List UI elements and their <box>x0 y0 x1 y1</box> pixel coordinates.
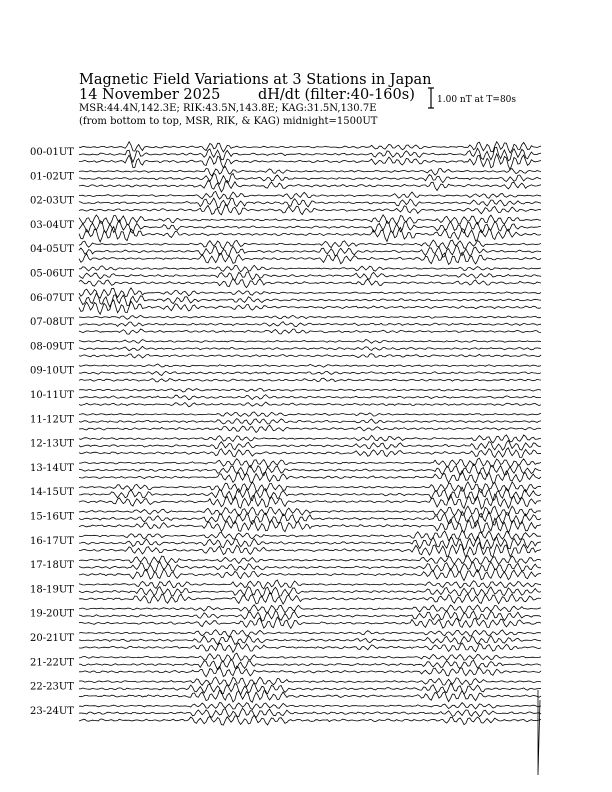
trace-kag <box>79 288 541 298</box>
trace-msr <box>79 666 541 677</box>
trace-rik <box>79 220 541 233</box>
station-coordinates: MSR:44.4N,142.3E; RIK:43.5N,143.8E; KAG:31.5N,130.7E <box>79 103 377 114</box>
hour-label: 17-18UT <box>30 560 74 572</box>
trace-msr <box>79 181 541 192</box>
hour-label: 06-07UT <box>30 292 74 304</box>
trace-msr <box>79 278 541 287</box>
trace-rik <box>79 293 541 306</box>
hour-label: 15-16UT <box>30 511 74 523</box>
trace-rik <box>79 245 541 257</box>
trace-rik <box>79 464 541 476</box>
hour-label: 00-01UT <box>30 147 74 158</box>
trace-kag <box>79 556 541 565</box>
hour-label: 08-09UT <box>30 341 74 353</box>
trace-rik <box>79 272 541 281</box>
hour-label: 03-04UT <box>30 219 74 231</box>
trace-rik <box>79 371 541 375</box>
hour-label: 18-19UT <box>30 584 74 596</box>
hour-label: 09-10UT <box>30 365 74 377</box>
station-order-note: (from bottom to top, MSR, RIK, & KAG) midnight=1500UT <box>79 116 378 127</box>
trace-kag <box>79 677 541 687</box>
trace-kag <box>79 364 541 367</box>
trace-kag <box>79 240 541 249</box>
trace-kag <box>79 388 541 392</box>
hour-label: 11-12UT <box>30 414 74 426</box>
trace-rik <box>79 346 541 350</box>
hour-label: 01-02UT <box>30 171 74 183</box>
trace-rik <box>79 173 541 184</box>
hour-label: 16-17UT <box>30 535 74 547</box>
trace-msr <box>79 154 541 170</box>
trace-rik <box>79 147 541 162</box>
trace-kag <box>79 530 541 541</box>
trace-msr <box>79 354 541 358</box>
trace-msr <box>79 494 541 509</box>
trace-kag <box>79 167 541 177</box>
hour-label: 20-21UT <box>30 633 74 644</box>
trace-rik <box>79 587 541 597</box>
trace-msr <box>79 643 541 653</box>
trace-kag <box>79 142 541 153</box>
trace-kag <box>79 605 541 613</box>
trace-kag <box>79 265 541 272</box>
trace-kag <box>79 458 541 467</box>
trace-kag <box>79 703 541 710</box>
trace-msr <box>79 542 541 557</box>
trace-rik <box>79 611 541 622</box>
hour-label: 10-11UT <box>30 390 74 401</box>
hour-label: 12-13UT <box>30 438 74 450</box>
trace-kag <box>79 435 541 443</box>
trace-msr <box>79 518 541 533</box>
hour-label: 19-20UT <box>30 608 74 620</box>
trace-msr <box>79 329 541 334</box>
trace-msr <box>79 617 541 628</box>
hour-label: 21-22UT <box>30 657 74 669</box>
trace-msr <box>79 378 541 382</box>
trace-msr <box>79 569 541 581</box>
hour-label: 13-14UT <box>30 462 74 474</box>
trace-rik <box>79 395 541 400</box>
trace-rik <box>79 537 541 551</box>
trace-kag <box>79 412 541 417</box>
hour-label: 07-08UT <box>30 317 74 329</box>
trace-rik <box>79 198 541 208</box>
trace-msr <box>79 402 541 407</box>
trace-kag <box>79 340 541 344</box>
trace-msr <box>79 205 541 215</box>
hour-label: 04-05UT <box>30 244 74 256</box>
trace-kag <box>79 630 541 637</box>
trace-rik <box>79 440 541 450</box>
chart-date: 14 November 2025 <box>79 87 221 103</box>
trace-rik <box>79 322 541 327</box>
trace-rik <box>79 659 541 670</box>
trace-msr <box>79 425 541 432</box>
hour-label: 02-03UT <box>30 195 74 207</box>
trace-kag <box>79 215 541 225</box>
hour-label: 23-24UT <box>30 705 74 717</box>
scale-bar <box>428 88 434 108</box>
trace-rik <box>79 708 541 717</box>
trace-rik <box>79 419 541 425</box>
trace-kag <box>79 580 541 589</box>
hour-label: 05-06UT <box>30 268 74 280</box>
trace-msr <box>79 448 541 458</box>
trace-kag <box>79 191 541 199</box>
trace-msr <box>79 300 541 314</box>
chart-mode: dH/dt (filter:40-160s) <box>258 87 415 103</box>
trace-msr <box>79 593 541 604</box>
hour-label: 14-15UT <box>30 487 74 499</box>
trace-end-spike <box>538 690 540 775</box>
trace-msr <box>79 715 541 725</box>
trace-msr <box>79 471 541 484</box>
trace-kag <box>79 315 541 319</box>
trace-rik <box>79 636 541 645</box>
hour-label: 22-23UT <box>30 681 74 693</box>
trace-msr <box>79 690 541 702</box>
scale-label: 1.00 nT at T=80s <box>437 95 517 105</box>
chart-title: Magnetic Field Variations at 3 Stations in Japan <box>79 72 432 88</box>
trace-msr <box>79 227 541 242</box>
trace-kag <box>79 653 541 662</box>
